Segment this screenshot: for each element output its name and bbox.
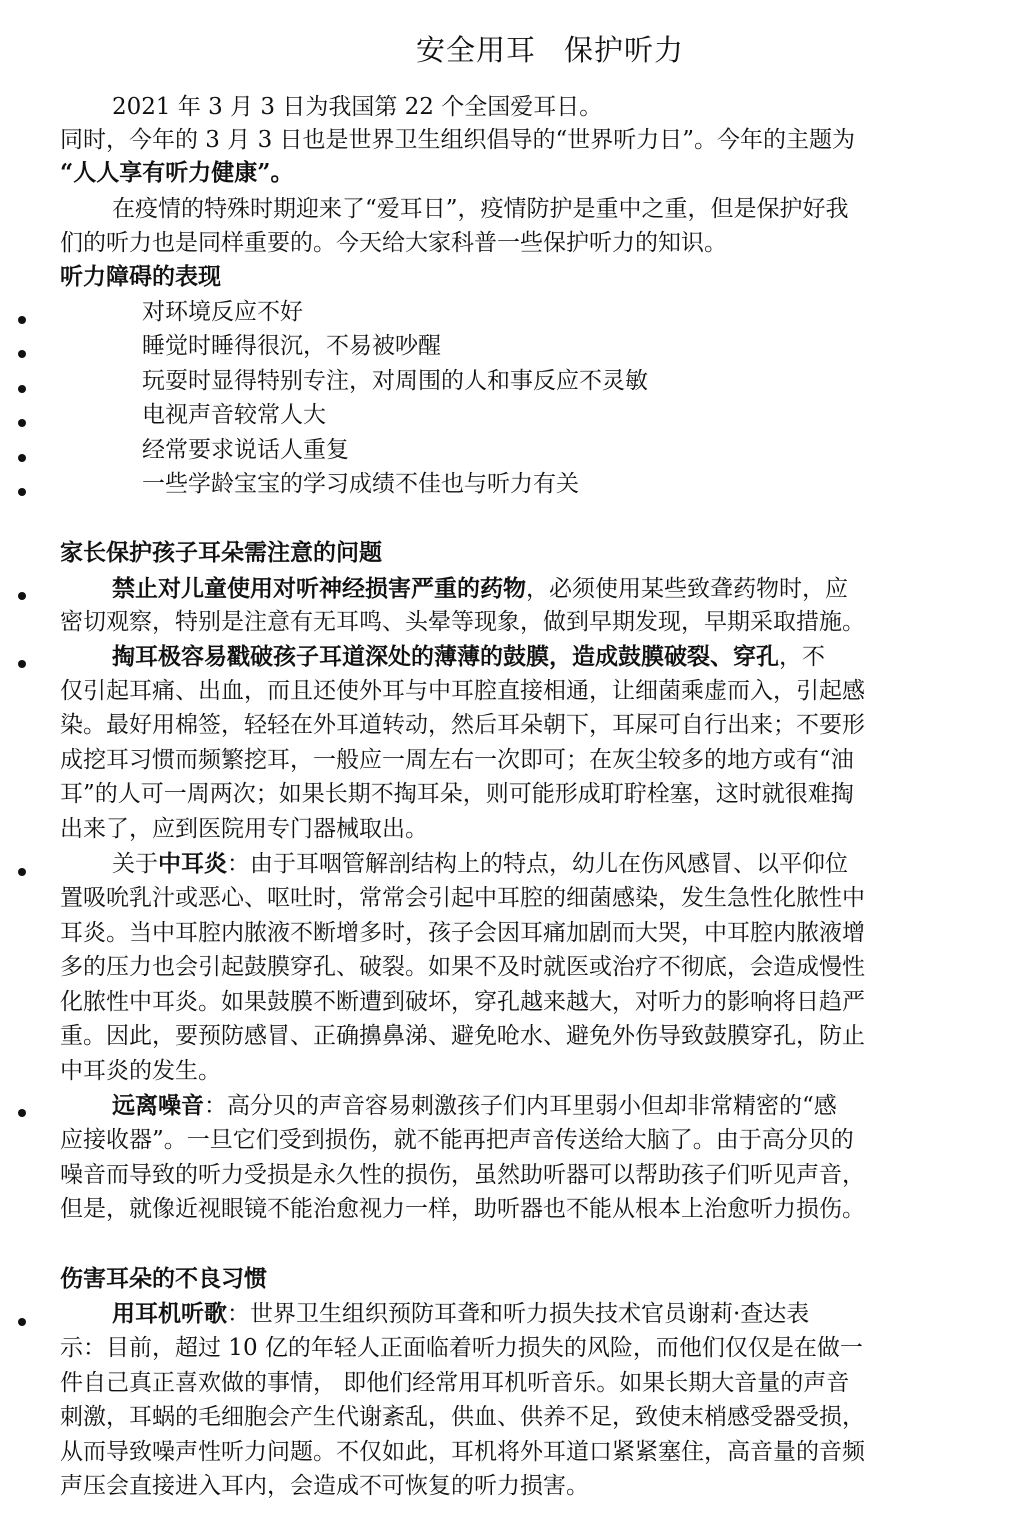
paragraph-line: 仅引起耳痛、出血，而且还使外耳与中耳腔直接相通，让细菌乘虚而入，引起感 [60, 678, 865, 704]
paragraph-line: 中耳炎的发生。 [60, 1058, 221, 1084]
bullet-icon [18, 350, 26, 358]
intro-line-1: 2021 年 3 月 3 日为我国第 22 个全国爱耳日。 [112, 94, 603, 120]
symptom-item: 经常要求说话人重复 [142, 437, 349, 463]
paragraph-line: 重。因此，要预防感冒、正确擤鼻涕、避免呛水、避免外伤导致鼓膜穿孔，防止 [60, 1023, 865, 1049]
paragraph-line [112, 1297, 809, 1331]
paragraph-line [112, 847, 848, 881]
symptom-item: 电视声音较常人大 [142, 402, 326, 428]
intro-line-3: “人人享有听力健康”。 [60, 159, 294, 186]
text-run: ，必须使用某些致聋药物时，应 [526, 576, 848, 602]
paragraph-line: 从而导致噪声性听力问题。不仅如此，耳机将外耳道口紧紧塞住，高音量的音频 [60, 1439, 865, 1465]
bullet-icon [18, 454, 26, 462]
paragraph-line: 但是，就像近视眼镜不能治愈视力一样，助听器也不能从根本上治愈听力损伤。 [60, 1196, 865, 1222]
paragraph-line: 件自己真正喜欢做的事情， 即他们经常用耳机听音乐。如果长期大音量的声音 [60, 1370, 850, 1396]
title-part-1: 安全用耳 [415, 33, 536, 67]
title-part-2: 保护听力 [564, 33, 685, 67]
bold-phrase: 远离噪音 [112, 1092, 204, 1119]
text-run: ，不 [779, 644, 825, 670]
bullet-icon [18, 385, 26, 393]
paragraph-line: 耳炎。当中耳腔内脓液不断增多时，孩子会因耳痛加剧而大哭，中耳腔内脓液增 [60, 920, 865, 946]
paragraph-line: 置吸吮乳汁或恶心、呕吐时，常常会引起中耳腔的细菌感染，发生急性化脓性中 [60, 885, 865, 911]
bullet-icon [18, 868, 26, 876]
section-3-heading: 伤害耳朵的不良习惯 [60, 1266, 267, 1292]
text-run: ：高分贝的声音容易刺激孩子们内耳里弱小但却非常精密的“感 [204, 1093, 837, 1119]
symptom-item: 一些学龄宝宝的学习成绩不佳也与听力有关 [142, 471, 579, 497]
bold-phrase: 用耳机听歌 [112, 1300, 227, 1327]
section-2-heading: 家长保护孩子耳朵需注意的问题 [60, 540, 382, 566]
paragraph-line: 染。最好用棉签，轻轻在外耳道转动，然后耳朵朝下，耳屎可自行出来；不要形 [60, 712, 865, 738]
paragraph-line: 多的压力也会引起鼓膜穿孔、破裂。如果不及时就医或治疗不彻底，会造成慢性 [60, 954, 865, 980]
bold-phrase: 中耳炎 [158, 850, 227, 877]
intro-line-2: 同时，今年的 3 月 3 日也是世界卫生组织倡导的“世界听力日”。今年的主题为 [60, 127, 856, 153]
intro-line-5: 们的听力也是同样重要的。今天给大家科普一些保护听力的知识。 [60, 230, 727, 256]
bold-phrase: 掏耳极容易戳破孩子耳道深处的薄薄的鼓膜，造成鼓膜破裂、穿孔 [112, 643, 779, 670]
paragraph-line: 声压会直接进入耳内，会造成不可恢复的听力损害。 [60, 1473, 589, 1499]
paragraph-line: 出来了，应到医院用专门器械取出。 [60, 816, 428, 842]
section-1-heading: 听力障碍的表现 [60, 264, 221, 290]
bold-phrase: 禁止对儿童使用对听神经损害严重的药物 [112, 575, 526, 602]
paragraph-line: 化脓性中耳炎。如果鼓膜不断遭到破坏，穿孔越来越大，对听力的影响将日趋严 [60, 989, 865, 1015]
bullet-icon [18, 316, 26, 324]
paragraph-line [112, 1089, 837, 1123]
bullet-icon [18, 488, 26, 496]
symptom-item: 睡觉时睡得很沉，不易被吵醒 [142, 333, 441, 359]
paragraph-line: 成挖耳习惯而频繁挖耳，一般应一周左右一次即可；在灰尘较多的地方或有“油 [60, 747, 854, 773]
bullet-icon [18, 1109, 26, 1117]
bullet-icon [18, 592, 26, 600]
paragraph-line: 密切观察，特别是注意有无耳鸣、头晕等现象，做到早期发现，早期采取措施。 [60, 609, 865, 635]
page-title [0, 28, 1013, 69]
paragraph-line: 噪音而导致的听力受损是永久性的损伤，虽然助听器可以帮助孩子们听见声音， [60, 1162, 865, 1188]
text-run: ：由于耳咽管解剖结构上的特点，幼儿在伤风感冒、以平仰位 [227, 851, 848, 877]
paragraph-line: 应接收器”。一旦它们受到损伤，就不能再把声音传送给大脑了。由于高分贝的 [60, 1127, 854, 1153]
paragraph-line: 耳”的人可一周两次；如果长期不掏耳朵，则可能形成耵聍栓塞，这时就很难掏 [60, 781, 854, 807]
symptom-item: 玩耍时显得特别专注，对周围的人和事反应不灵敏 [142, 368, 648, 394]
bullet-icon [18, 419, 26, 427]
text-run: 关于 [112, 851, 158, 877]
bullet-icon [18, 1318, 26, 1326]
paragraph-line: 刺激，耳蜗的毛细胞会产生代谢紊乱，供血、供养不足，致使末梢感受器受损， [60, 1404, 865, 1430]
bullet-icon [18, 660, 26, 668]
paragraph-line [112, 640, 825, 674]
text-run: ：世界卫生组织预防耳聋和听力损失技术官员谢莉·查达表 [227, 1301, 810, 1327]
intro-line-4: 在疫情的特殊时期迎来了“爱耳日”，疫情防护是重中之重，但是保护好我 [112, 196, 849, 222]
paragraph-line: 示：目前，超过 10 亿的年轻人正面临着听力损失的风险，而他们仅仅是在做一 [60, 1335, 863, 1361]
paragraph-line [112, 572, 848, 606]
symptom-item: 对环境反应不好 [142, 299, 303, 325]
